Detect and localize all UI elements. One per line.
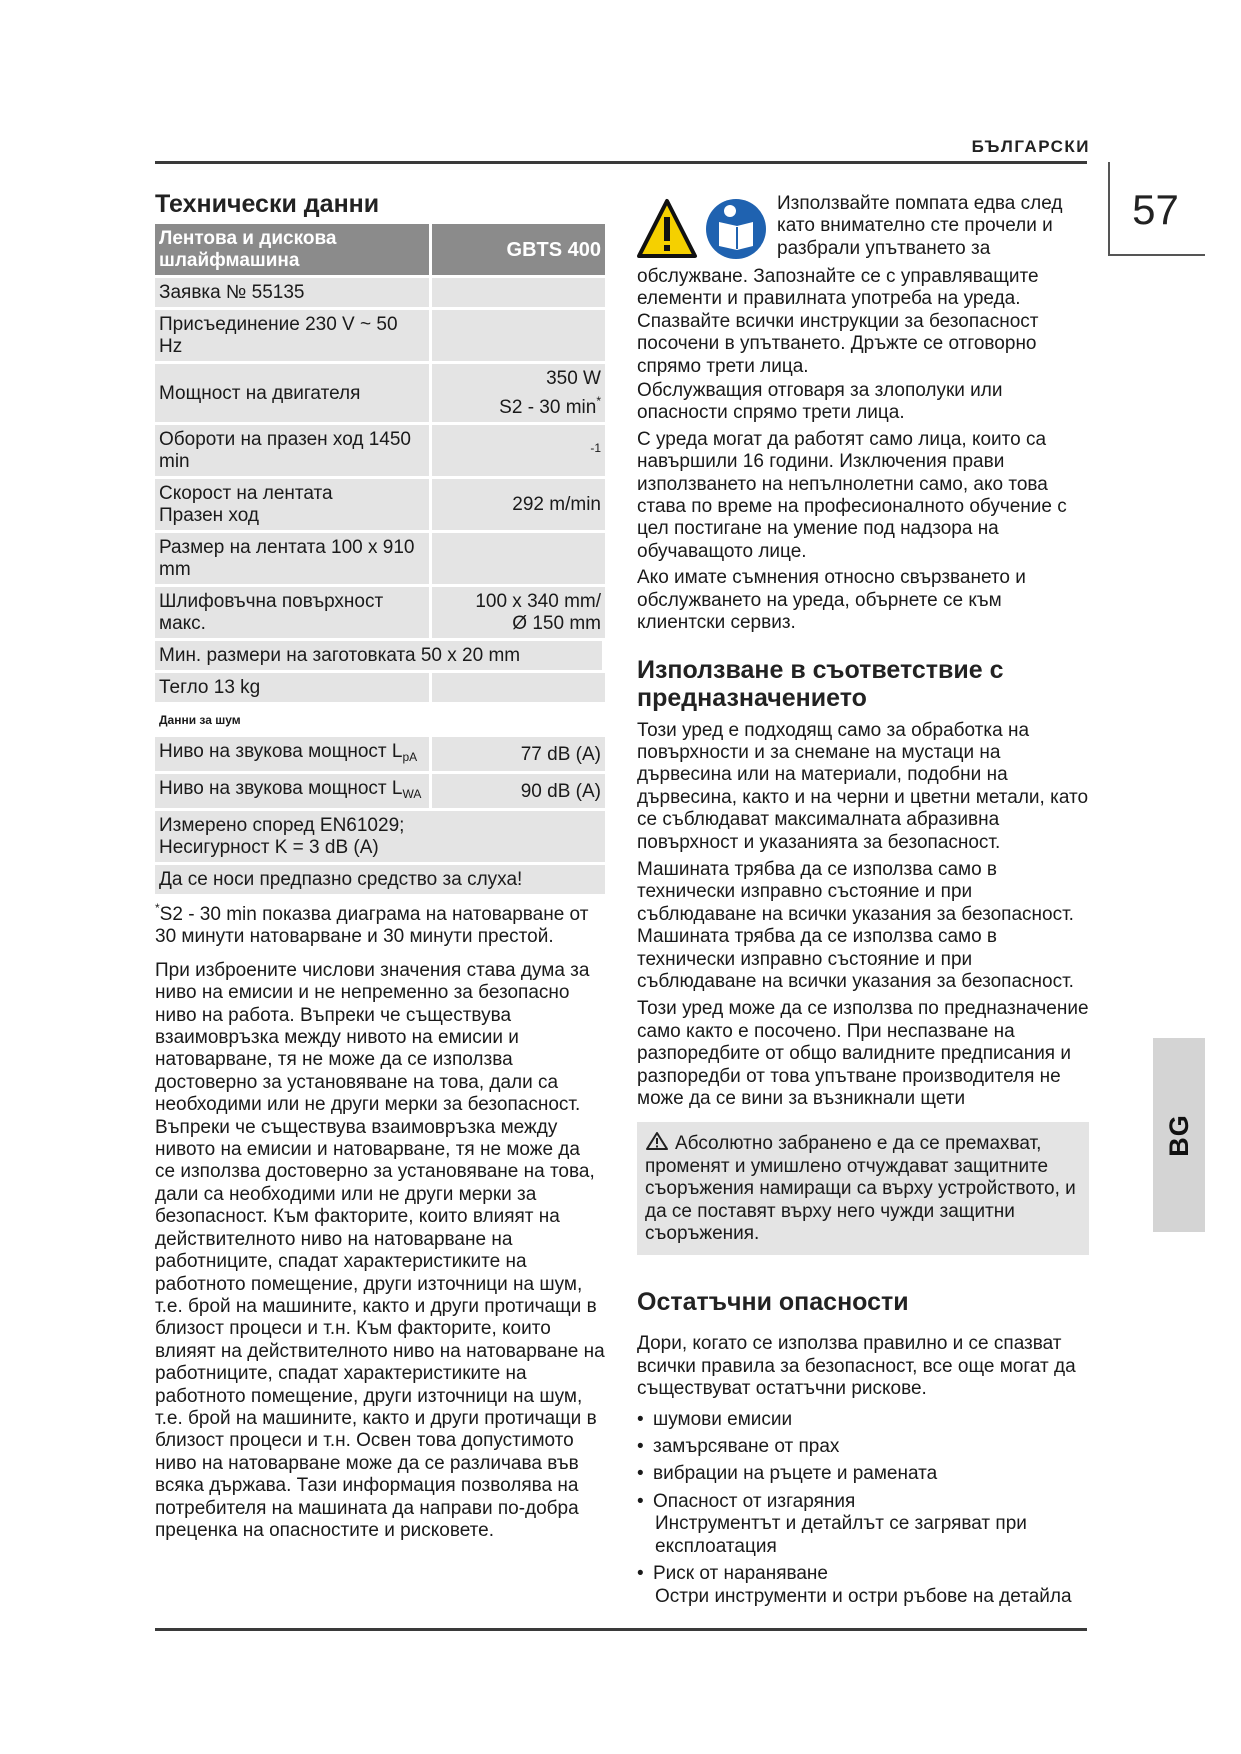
risk-detail: Инструментът и детайлът се загряват при експлоатация [655,1513,1027,1557]
table-row [155,673,605,705]
left-column [155,190,605,1542]
list-item [637,1436,1089,1458]
spec-label [155,587,432,641]
spec-head-right: GBTS 400 [432,224,605,278]
noise-paragraph: При изброените числови значения става дума за ниво на емисии и не непременно за безопасно ниво на работа. Въпреки че съществува взаимовръзка между нивото на емисии и натоварване, тя не може да се използва достоверно за установяване на това, дали са необходими или не други мерки за безопасност. Въпреки че съществува взаимовръзка между нивото на емисии и натоварване, тя не може да се използва достоверно за установяване на това, дали са необходими или не други мерки за безопасност. Към факторите, които влияят на действителното ниво на натоварване на работниците, спадат характеристиките на работното помещение, други източници на шум, т.е. брой на машините, както и други протичащи в близост процеси и т.н. Към факторите, които влияят на действителното ниво на натоварване на работниците, спадат характеристиките на работното помещение, други източници на шум, т.е. брой на машините, както и други протичащи в близост процеси и т.н. Освен това допустимото ниво на натоварване може да се различава във всяка държава. Тази информация позволява на потребителя на машината да направи по-добра преценка на опасностите и рисковете. [155,959,605,1541]
spec-table [155,224,605,897]
belt-surface-value: 100 x 340 mm/ [475,591,601,612]
service-contact: Ако имате съмнения относно свързването и обслужването на уреда, обърнете се към клиентски сервиз. [637,567,1026,634]
footnote-marker: * [596,394,601,408]
noise-subheader [155,705,605,737]
table-row [155,425,605,479]
noise-subscript: pA [402,750,418,764]
duty-cycle-value: S2 - 30 min [499,397,597,418]
motor-power: 350 W [546,368,601,389]
spec-label [155,479,432,533]
prohibition-warning [637,1122,1089,1255]
safety-intro [637,190,1089,266]
duty-cycle [436,390,601,419]
noise-data-title: Данни за шум [155,705,605,737]
page-number: 57 [1132,186,1179,233]
intended-use-title: Използване в съответствие с предназначението [637,655,1004,712]
list-item [637,1409,1089,1431]
spec-value [432,673,605,705]
belt-speed-label: Скорост на лентата [159,483,333,504]
uncertainty: Несигурност K = 3 dB (A) [159,837,379,858]
measured-standard: Измерено според EN61029; [159,815,405,836]
operator-responsibility: Обслужващия отговаря за злополуки или опасности спрямо трети лица. [637,380,1003,424]
noise-subscript: WA [402,787,422,801]
table-row [155,278,605,310]
footnote-text: S2 - 30 min показва диаграма на натоварване от 30 минути натоварване и 30 минути престой. [155,904,589,948]
spec-label [155,737,432,774]
grinding-surface-label: Шлифовъчна повърхност [159,591,384,612]
risk-label: вибрации на ръцете и рамената [653,1463,938,1485]
list-item [637,1563,1089,1608]
footnote [155,897,605,949]
top-divider [155,161,1087,164]
risk-label: шумови емисии [653,1408,793,1430]
warning-and-manual-icons [637,198,772,260]
intro-text-rest: обслужване. Запознайте се с управляващите елементи и правилната употреба на уреда. Спазвайте всички инструкции за безопасност посочени в упътването. Дръжте се отговорно спрямо трети лица. [637,266,1039,377]
spec-label: Мин. размери на заготовката 50 x 20 mm [155,641,605,673]
spec-value: 90 dB (A) [432,774,605,811]
table-row [155,641,605,673]
table-row [155,737,605,774]
read-manual-icon [706,199,766,259]
spec-head-left: Лентова и дискова шлайфмашина [155,224,432,278]
idle-label: Празен ход [159,505,259,526]
list-item [637,1491,1089,1558]
table-row [155,364,605,425]
spec-table-header [155,224,605,278]
spec-label: Присъединение 230 V ~ 50 Hz [155,310,432,364]
language-side-tab [1153,1038,1205,1232]
side-tab-label-wrap [1153,1038,1205,1232]
noise-label: Ниво на звукова мощност L [159,778,403,799]
max-label: макс. [159,613,206,634]
table-row [155,811,605,865]
age-restriction: С уреда могат да работят само лица, които са навършили 16 години. Изключения прави използването на непълнолетни само, ако това става по време на професионалното обучение с цел постигане на умение под надзора на обучаващото лице. [637,428,1067,562]
table-row [155,479,605,533]
risk-label: Риск от нараняване [653,1563,828,1585]
warning-icon [645,1131,669,1151]
ear-protection-note: Да се носи предпазно средство за слуха! [155,865,605,897]
unit-exponent: -1 [590,440,601,455]
spec-value [432,278,605,310]
technical-data-title: Технически данни [155,190,380,218]
table-row [155,310,605,364]
spec-label: Заявка № 55135 [155,278,432,310]
prohibition-text-content: Абсолютно забранено е да се премахват, променят и умишлено отчуждават защитните съоръжения намиращи са върху устройството, и да се поставят върху него чужди защитни съоръжения. [645,1133,1076,1245]
disc-diameter-value: Ø 150 mm [512,613,601,634]
spec-label: Размер на лентата 100 x 910 mm [155,533,432,587]
spec-label: Обороти на празен ход 1450 min [155,425,432,479]
risk-label: Опасност от изгаряния [653,1490,856,1512]
table-row [155,865,605,897]
intended-use-1: Този уред е подходящ само за обработка на повърхности и за снемане на мустаци на дървесина или на материали, подобни на дървесина, както и на черни и цветни метали, като се съблюдават максималната абразивна повърхност и указанията за безопасност. [637,719,1089,853]
table-row [155,774,605,811]
spec-label [155,774,432,811]
intended-use-3: Този уред може да се използва по предназначение само както е посочено. При неспазване на разпоредбите от общо валидните предписания и разпоредби от това упътване производителя не може да се вини за възникнали щети [637,998,1089,1109]
residual-risks-intro: Дори, когато се използва правилно и се спазват всички правила за безопасност, все още могат да съществуват остатъчни рискове. [637,1333,1076,1400]
spec-label: Мощност на двигателя [155,364,432,425]
spec-value [432,425,605,479]
residual-risks-list [637,1409,1089,1608]
risk-label: замърсяване от прах [653,1436,840,1458]
side-tab-label: BG [1163,1113,1194,1157]
spec-value [432,364,605,425]
spec-value [432,587,605,641]
list-item [637,1463,1089,1485]
residual-risks-title: Остатъчни опасности [637,1288,909,1317]
bottom-divider [155,1628,1087,1631]
spec-value [432,310,605,364]
footnote-asterisk: * [155,901,160,915]
noise-label: Ниво на звукова мощност L [159,741,403,762]
right-column [637,190,1089,1613]
table-row [155,587,605,641]
language-header: БЪЛГАРСКИ [971,137,1090,156]
risk-detail: Остри инструменти и остри ръбове на детайла [655,1585,1072,1607]
intro-text-top: Използвайте помпата едва след като внимателно сте прочели и разбрали упътването за [777,193,1063,259]
spec-label: Тегло 13 kg [155,673,432,705]
prohibition-text [645,1131,1081,1245]
measurement-note [155,811,605,865]
spec-value [432,533,605,587]
spec-value: 77 dB (A) [432,737,605,774]
intended-use-2: Машината трябва да се използва само в технически изправно състояние и при съблюдаване на всички указания за безопасност. Машината трябва да се използва само в технически изправно състояние и при съблюдаване на всички указания за безопасност. [637,858,1074,992]
spec-value: 292 m/min [432,479,605,533]
warning-triangle-icon [639,201,695,256]
table-row [155,533,605,587]
